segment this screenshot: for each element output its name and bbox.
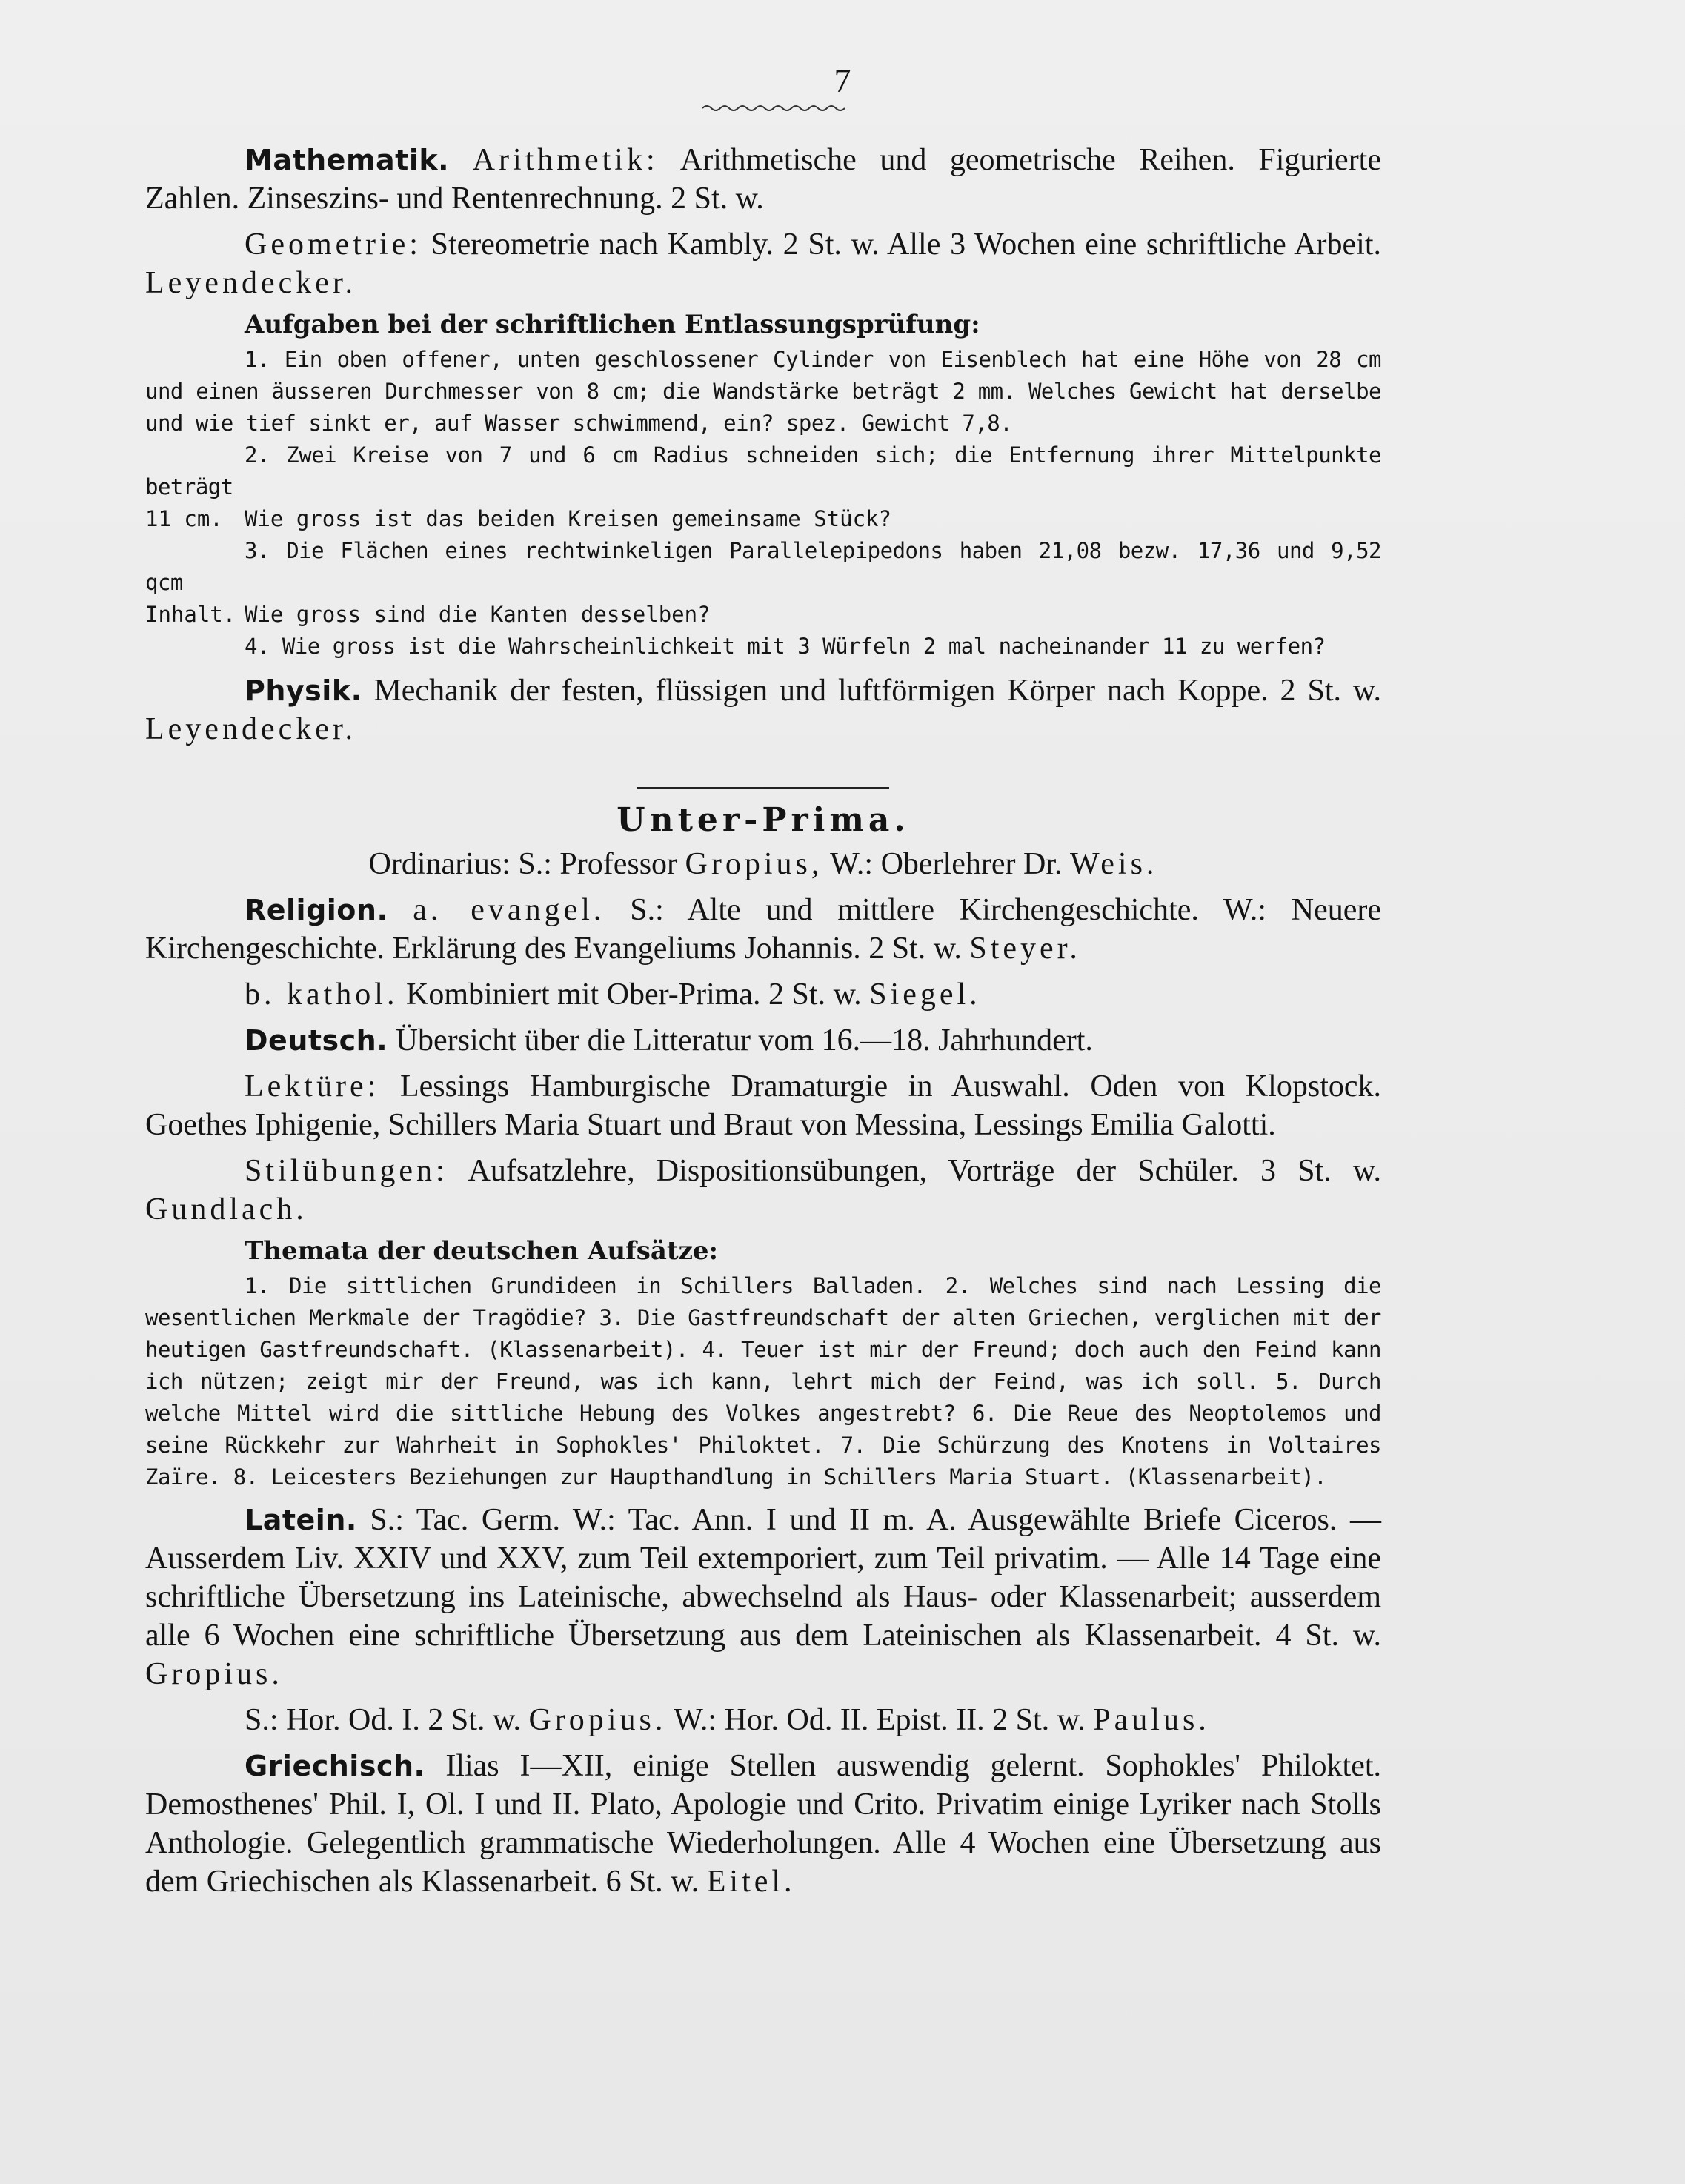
stiluebungen-text: Aufsatzlehre, Dispositionsübungen, Vorträge der Schüler. 3 St. w. xyxy=(468,1154,1382,1188)
page-body xyxy=(145,141,1381,1908)
latein-heading: Latein. xyxy=(245,1504,357,1536)
aufgabe-3-line2 xyxy=(145,599,1381,631)
griechisch-teacher: Eitel. xyxy=(706,1865,796,1899)
arithmetik-label: Arithmetik: xyxy=(472,143,659,177)
religion-kathol xyxy=(145,975,1381,1014)
religion-b-teacher: Siegel. xyxy=(869,978,981,1012)
ordinarius-mid: W.: Oberlehrer Dr. xyxy=(830,847,1063,881)
latein-teacher-2: Gropius. xyxy=(528,1703,667,1737)
themata-list: 1. Die sittlichen Grundideen in Schillers Balladen. 2. Welches sind nach Lessing die wesentlichen Merkmale der Tragödie? 3. Die Gastfreundschaft der alten Griechen, verglichen mit der heutigen Gastfreundschaft. (Klassenarbeit). 4. Teuer ist mir der Freund; doch auch den Feind kann ich nützen; zeigt mir der Freund, was ich kann, lehrt mich der Feind, was ich soll. 5. Durch welche Mittel wird die sittliche Hebung des Volkes angestrebt? 6. Die Reue des Neoptolemos und seine Rückkehr zur Wahrheit in Sophokles' Philoktet. 7. Die Schürzung des Knotens in Voltaires Zaïre. 8. Leicesters Beziehungen zur Haupthandlung in Schillers Maria Stuart. (Klassenarbeit). xyxy=(145,1273,1381,1490)
griechisch-text: Ilias I—XII, einige Stellen auswendig gelernt. Sophokles' Philoktet. Demosthenes' Phil. I, Ol. I und II. Plato, Apologie und Crito. Privatim einige Lyriker nach Stolls Anthologie. Gelegentlich grammatische Wiederholungen. Alle 4 Wochen eine Übersetzung aus dem Griechischen als Klassenarbeit. 6 St. w. xyxy=(145,1749,1381,1899)
religion-heading: Religion. xyxy=(245,894,388,926)
ordinarius-name-1: Gropius, xyxy=(685,847,823,881)
religion-evangel xyxy=(145,891,1381,968)
ordinarius-name-2: Weis. xyxy=(1069,847,1158,881)
deutsch-teacher: Gundlach. xyxy=(145,1192,308,1227)
deutsch-stiluebungen xyxy=(145,1152,1381,1229)
physik-teacher: Leyendecker. xyxy=(145,712,357,746)
latein-text-2a: S.: Hor. Od. I. 2 St. w. xyxy=(245,1703,521,1737)
aufgabe-2-label: 11 cm. xyxy=(145,506,223,531)
ordinarius-label: Ordinarius: S.: Professor xyxy=(368,847,678,881)
latein-horaz xyxy=(145,1701,1381,1739)
geometrie-label: Geometrie: xyxy=(245,228,422,262)
latein-teacher-3: Paulus. xyxy=(1093,1703,1210,1737)
aufgabe-3-label: Inhalt. xyxy=(145,602,236,627)
physik-paragraph xyxy=(145,671,1381,749)
aufgabe-2-line2 xyxy=(145,503,1381,535)
griechisch-paragraph xyxy=(145,1747,1381,1901)
aufgabe-4: 4. Wie gross ist die Wahrscheinlichkeit mit 3 Würfeln 2 mal nacheinander 11 zu werfen? xyxy=(245,634,1326,659)
aufgabe-2-line1: 2. Zwei Kreise von 7 und 6 cm Radius schneiden sich; die Entfernung ihrer Mittelpunkte beträgt xyxy=(145,442,1381,499)
section-divider xyxy=(637,787,889,789)
mathematik-geometrie xyxy=(145,225,1381,302)
deutsch-text: Übersicht über die Litteratur vom 16.—18. Jahrhundert. xyxy=(395,1023,1093,1058)
religion-a-text: S.: Alte und mittlere Kirchengeschichte. W.: Neuere Kirchengeschichte. Erklärung des Evangeliums Johannis. 2 St. w. xyxy=(145,893,1382,966)
aufgaben-heading: Aufgaben bei der schriftlichen Entlassungsprüfung: xyxy=(245,310,980,339)
latein-paragraph xyxy=(145,1501,1381,1693)
lektuere-label: Lektüre: xyxy=(245,1069,380,1103)
mathematik-arithmetik xyxy=(145,141,1381,218)
aufgabe-3-text: Wie gross sind die Kanten desselben? xyxy=(245,602,711,627)
deutsch-heading: Deutsch. xyxy=(245,1024,388,1057)
lektuere-text: Lessings Hamburgische Dramaturgie in Auswahl. Oden von Klopstock. Goethes Iphigenie, Schillers Maria Stuart und Braut von Messina, Lessings Emilia Galotti. xyxy=(145,1069,1381,1142)
geometrie-text: Stereometrie nach Kambly. 2 St. w. Alle 3 Wochen eine schriftliche Arbeit. xyxy=(431,228,1382,262)
stiluebungen-label: Stilübungen: xyxy=(245,1154,448,1188)
arithmetik-text: Arithmetische und geometrische Reihen. Figurierte Zahlen. Zinseszins- und Rentenrechnung. 2 St. w. xyxy=(145,143,1381,216)
deutsch-paragraph xyxy=(145,1021,1381,1060)
unterprima-title: Unter-Prima. xyxy=(616,801,910,839)
latein-text-2b: W.: Hor. Od. II. Epist. II. 2 St. w. xyxy=(674,1703,1086,1737)
latein-text: S.: Tac. Germ. W.: Tac. Ann. I und II m. A. Ausgewählte Briefe Ciceros. — Ausserdem Liv. XXIV und XXV, zum Teil extemporiert, zum Teil privatim. — Alle 14 Tage eine schriftliche Übersetzung ins Lateinische, abwechselnd als Haus- oder Klassenarbeit; ausserdem alle 6 Wochen eine schriftliche Übersetzung aus dem Lateinischen als Klassenarbeit. 4 St. w. xyxy=(145,1503,1381,1653)
religion-b-text: Kombiniert mit Ober-Prima. 2 St. w. xyxy=(405,978,862,1012)
aufgabe-3-line1: 3. Die Flächen eines rechtwinkeligen Parallelepipedons haben 21,08 bezw. 17,36 und 9,52 qcm xyxy=(145,538,1381,595)
page-number: 7 xyxy=(834,62,851,99)
physik-text: Mechanik der festen, flüssigen und luftförmigen Körper nach Koppe. 2 St. w. xyxy=(373,674,1381,708)
physik-heading: Physik. xyxy=(245,674,362,707)
mathematik-teacher: Leyendecker. xyxy=(145,266,357,300)
deutsch-lektuere xyxy=(145,1067,1381,1144)
aufgabe-2-text: Wie gross ist das beiden Kreisen gemeinsame Stück? xyxy=(245,506,891,531)
religion-a-teacher: Steyer. xyxy=(969,932,1081,966)
griechisch-heading: Griechisch. xyxy=(245,1750,425,1782)
themata-heading: Themata der deutschen Aufsätze: xyxy=(245,1236,719,1266)
page-number-ornament xyxy=(702,104,848,113)
ordinarius-line xyxy=(145,845,1381,883)
religion-b-label: b. kathol. xyxy=(245,978,399,1012)
latein-teacher-1: Gropius. xyxy=(145,1657,283,1691)
religion-a-label: a. evangel. xyxy=(413,893,605,927)
aufgabe-1: 1. Ein oben offener, unten geschlossener Cylinder von Eisenblech hat eine Höhe von 28 cm und einen äusseren Durchmesser von 8 cm; die Wandstärke beträgt 2 mm. Welches Gewicht hat derselbe und wie tief sinkt er, auf Wasser schwimmend, ein? spez. Gewicht 7,8. xyxy=(145,347,1381,436)
mathematik-heading: Mathematik. xyxy=(245,144,450,176)
